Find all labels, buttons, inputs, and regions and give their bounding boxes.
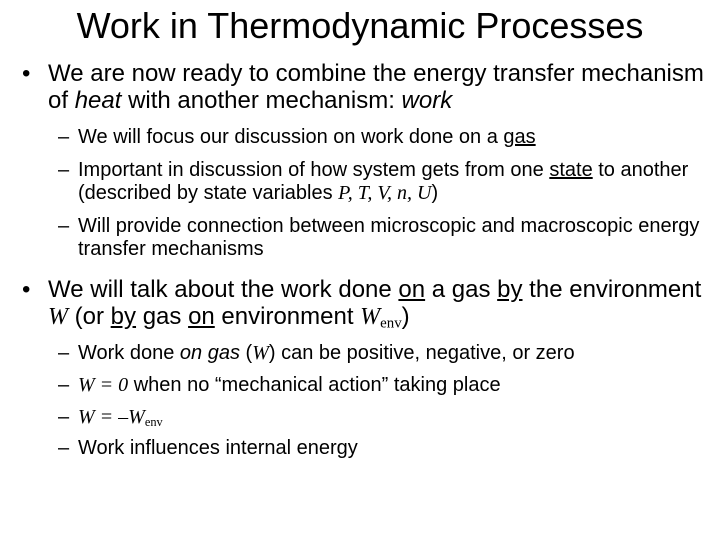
state-term: state [549,159,593,181]
dash-icon: – [58,406,70,428]
by-term: by [110,303,137,330]
subbullet-internal-energy [58,437,708,460]
dash-icon: – [58,159,70,181]
subbullet-text: Will provide connection between microscopic and macroscopic energy transfer mechanisms [78,215,700,260]
on-gas-term: on gas [179,342,240,364]
subbullet-state-transition [58,159,708,205]
subbullet-text: to another (described by state variables [78,159,689,204]
dash-icon: – [58,126,70,148]
bullet-text: with another mechanism: [121,87,402,114]
gas-term: gas [503,126,536,148]
zero-work-equation: W = 0 [78,374,129,396]
state-variables: P, T, V, n, U [338,182,432,204]
bullet-text: the environment [522,276,702,303]
bullet-text: We will talk about the work done [48,276,399,303]
subbullet-work-sign [58,342,708,365]
bullet-combine-heat-work [22,60,712,114]
subbullet-text: ) can be positive, negative, or zero [268,342,575,364]
bullet-text: We are now ready to combine the energy transfer mechanism of [48,60,704,114]
subbullet-text: ) [431,182,439,204]
env-subscript: env [380,315,402,332]
subbullet-work-relation [58,406,708,434]
bullet-text: environment [214,303,361,330]
subbullet-zero-work [58,374,708,397]
bullet-text: ) [401,303,410,330]
work-term: work [401,87,453,114]
subbullet-text: Work done [78,342,180,364]
dash-icon: – [58,342,70,364]
subbullet-text: when no “mechanical action” taking place [128,374,501,396]
bullet-text: (or [68,303,111,330]
bullet-icon: • [22,60,31,87]
subbullet-micro-macro [58,215,708,261]
work-relation-equation: W = –W [78,406,145,428]
subbullet-text: ( [239,342,253,364]
subbullet-text: We will focus our discussion on work done on a [78,126,504,148]
subbullet-focus-gas [58,126,708,149]
work-symbol: W [252,342,269,364]
dash-icon: – [58,437,70,459]
bullet-text: a gas [425,276,498,303]
work-symbol: W [48,304,68,330]
on-term: on [398,276,426,303]
subbullet-text: Work influences internal energy [78,437,358,459]
heat-term: heat [74,87,122,114]
bullet-icon: • [22,276,31,303]
work-env-symbol: W [360,304,381,330]
subbullet-text: Important in discussion of how system gets from one [78,159,550,181]
bullet-work-on-gas [22,276,712,338]
dash-icon: – [58,374,70,396]
on-term: on [188,303,215,330]
dash-icon: – [58,215,70,237]
bullet-text: gas [136,303,189,330]
by-term: by [497,276,523,303]
slide-title: Work in Thermodynamic Processes [76,5,644,46]
env-subscript: env [144,415,163,430]
